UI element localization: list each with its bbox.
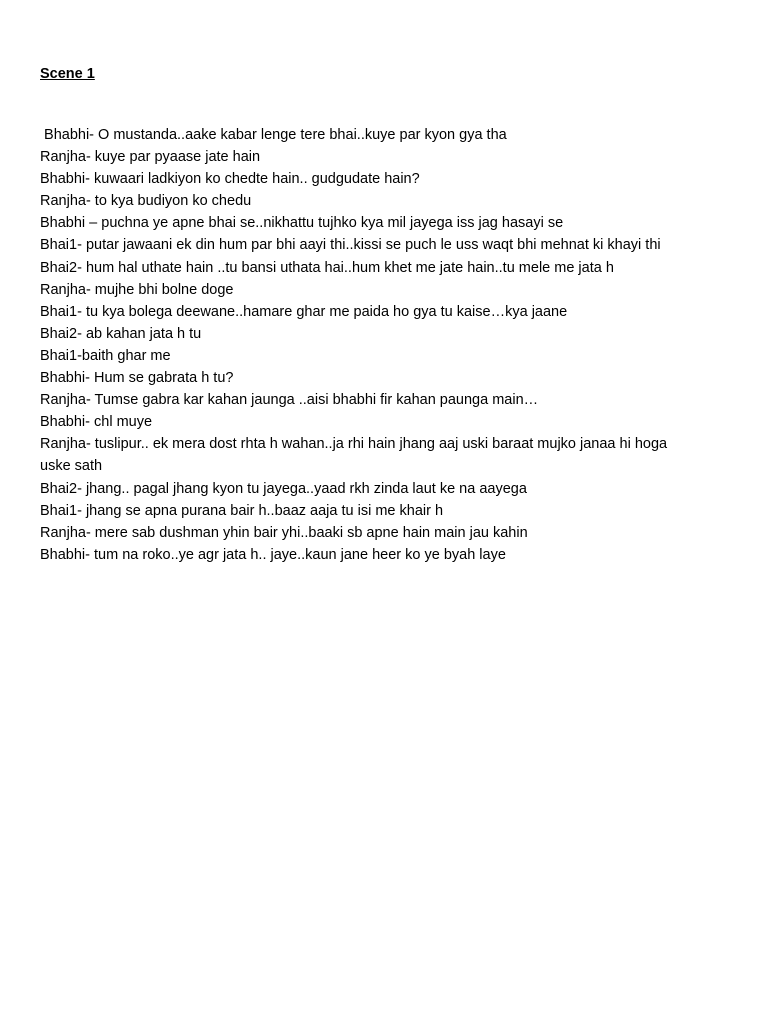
- dialogue-line: Bhai1- tu kya bolega deewane..hamare ghar me paida ho gya tu kaise…kya jaane: [40, 303, 568, 320]
- dialogue-line: Ranjha- mere sab dushman yhin bair yhi..baaki sb apne hain main jau kahin: [40, 524, 528, 541]
- scene-heading: Scene 1: [40, 66, 95, 82]
- dialogue-line: Bhabhi- chl muye: [40, 414, 153, 431]
- dialogue-line: Bhabhi- O mustanda..aake kabar lenge tere bhai..kuye par kyon gya tha: [40, 127, 507, 143]
- dialogue-line: Ranjha- mujhe bhi bolne doge: [40, 281, 234, 298]
- dialogue-line: Ranjha- tuslipur.. ek mera dost rhta h wahan..ja rhi hain jhang aaj uski baraat mujko janaa hi hoga uske sath: [40, 436, 672, 475]
- dialogue-line: Bhai2- jhang.. pagal jhang kyon tu jayega..yaad rkh zinda laut ke na aayega: [40, 480, 527, 497]
- dialogue-line: Bhai1-baith ghar me: [40, 347, 171, 364]
- dialogue-line: Ranjha- to kya budiyon ko chedu: [40, 193, 252, 210]
- dialogue-line: Bhabhi – puchna ye apne bhai se..nikhattu tujhko kya mil jayega iss jag hasayi se: [40, 215, 564, 232]
- dialogue-list: [40, 124, 690, 566]
- dialogue-line: Bhai2- ab kahan jata h tu: [40, 325, 202, 342]
- dialogue-line: Bhabhi- kuwaari ladkiyon ko chedte hain.. gudgudate hain?: [40, 171, 420, 188]
- dialogue-line: Bhabhi- Hum se gabrata h tu?: [40, 370, 234, 387]
- dialogue-line: Bhai1- jhang se apna purana bair h..baaz aaja tu isi me khair h: [40, 502, 444, 519]
- dialogue-line: Bhai1- putar jawaani ek din hum par bhi aayi thi..kissi se puch le uss waqt bhi mehnat ki khayi thi: [40, 237, 661, 254]
- dialogue-line: Ranjha- Tumse gabra kar kahan jaunga ..aisi bhabhi fir kahan paunga main…: [40, 392, 539, 409]
- dialogue-line: Ranjha- kuye par pyaase jate hain: [40, 149, 261, 166]
- dialogue-line: Bhai2- hum hal uthate hain ..tu bansi uthata hai..hum khet me jate hain..tu mele me jata h: [40, 259, 614, 276]
- dialogue-line: Bhabhi- tum na roko..ye agr jata h.. jaye..kaun jane heer ko ye byah laye: [40, 546, 506, 563]
